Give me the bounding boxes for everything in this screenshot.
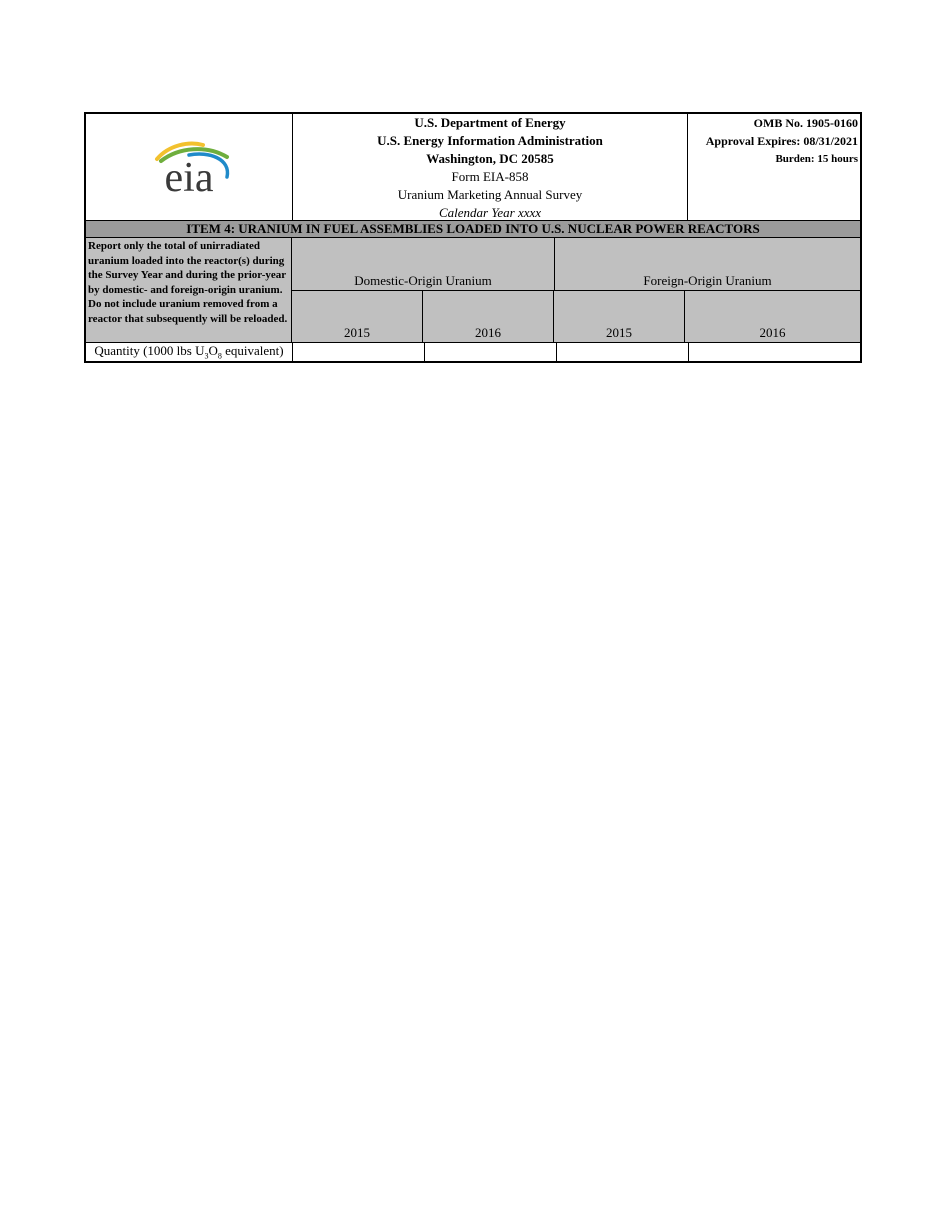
item-grid <box>86 238 860 342</box>
omb-info <box>688 114 860 220</box>
svg-text:eia: eia <box>164 155 214 197</box>
survey-name: Uranium Marketing Annual Survey <box>397 187 583 202</box>
year-foreign-2: 2016 <box>685 291 860 342</box>
quantity-row <box>86 342 860 361</box>
agency-line-3: Washington, DC 20585 <box>426 151 554 166</box>
form-header <box>86 114 860 221</box>
burden: Burden: 15 hours <box>775 153 858 165</box>
form-number: Form EIA-858 <box>451 169 529 184</box>
group-header-row <box>292 238 860 291</box>
year-domestic-1: 2015 <box>292 291 423 342</box>
quantity-label: Quantity (1000 lbs $U_3O_8$ equivalent) <box>86 343 293 361</box>
group-domestic: Domestic-Origin Uranium <box>292 238 555 290</box>
year-header-row <box>292 291 860 342</box>
item-title: ITEM 4: URANIUM IN FUEL ASSEMBLIES LOADED INTO U.S. NUCLEAR POWER REACTORS <box>86 221 860 238</box>
omb-number: OMB No. 1905-0160 <box>753 116 858 130</box>
column-headers <box>292 238 860 342</box>
calendar-year: Calendar Year xxxx <box>438 205 542 220</box>
item-instructions: Report only the total of unirradiated uranium loaded into the reactor(s) during the Survey Year and during the prior-year by domestic- and foreign-origin uranium. Do not include uranium removed from a reactor that subsequently will be reloaded. <box>86 238 292 342</box>
approval-expires: Approval Expires: 08/31/2021 <box>705 134 858 148</box>
eia-logo <box>86 114 293 220</box>
year-domestic-2: 2016 <box>423 291 554 342</box>
eia-logo-icon <box>139 137 239 197</box>
group-foreign: Foreign-Origin Uranium <box>555 238 860 290</box>
year-foreign-1: 2015 <box>554 291 685 342</box>
quantity-domestic-1-input[interactable] <box>293 343 425 361</box>
quantity-foreign-1-input[interactable] <box>557 343 689 361</box>
agency-info <box>293 114 688 220</box>
quantity-foreign-2-input[interactable] <box>689 343 860 361</box>
quantity-domestic-2-input[interactable] <box>425 343 557 361</box>
agency-line-2: U.S. Energy Information Administration <box>377 133 603 148</box>
agency-line-1: U.S. Department of Energy <box>414 115 566 130</box>
eia-858-item4-form <box>84 112 862 363</box>
